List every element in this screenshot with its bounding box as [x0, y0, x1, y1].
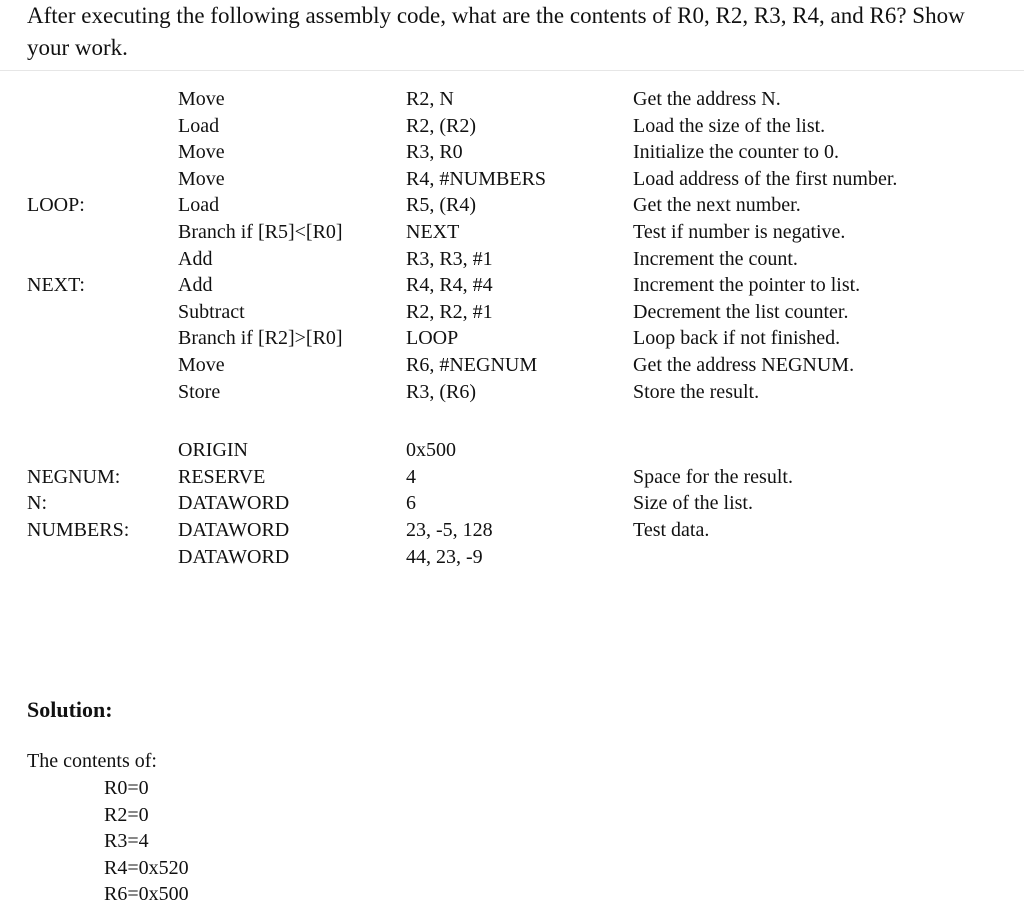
result-line: R4=0x520: [104, 856, 189, 879]
code-operands: R3, R0: [406, 141, 463, 164]
question-text: After executing the following assembly code, what are the contents of R0, R2, R3, R4, and R6? Show your work.: [27, 3, 965, 60]
code-instruction: Store: [178, 380, 221, 403]
code-instruction: Move: [178, 88, 225, 110]
code-comment: Get the address NEGNUM.: [633, 354, 855, 376]
code-comment: Increment the pointer to list.: [633, 274, 861, 297]
code-operands: R4, R4, #4: [406, 274, 493, 297]
code-label: NUMBERS:: [27, 519, 130, 541]
code-line: [0, 219, 1024, 246]
code-line: [0, 139, 1024, 166]
code-instruction: Move: [178, 354, 225, 376]
code-comment: Test data.: [633, 519, 710, 541]
code-instruction: DATAWORD: [178, 519, 290, 541]
code-line: [0, 437, 1024, 464]
code-operands: 4: [406, 465, 416, 488]
code-operands: 0x500: [406, 439, 456, 462]
code-line: [0, 113, 1024, 140]
code-instruction: Move: [178, 167, 225, 190]
code-comment: Test if number is negative.: [633, 221, 846, 243]
code-operands: R2, N: [406, 88, 454, 110]
divider: [0, 70, 1024, 71]
code-operands: R3, (R6): [406, 380, 476, 403]
code-comment: Decrement the list counter.: [633, 300, 849, 323]
code-instruction: Branch if [R2]>[R0]: [178, 327, 343, 350]
code-line: [0, 544, 1024, 571]
code-instruction: Move: [178, 141, 225, 164]
code-label: N:: [27, 492, 47, 515]
code-line: [0, 464, 1024, 491]
code-comment: Load address of the first number.: [633, 167, 898, 190]
code-operands: R2, R2, #1: [406, 300, 493, 323]
code-line: [0, 325, 1024, 352]
code-instruction: Add: [178, 247, 213, 270]
code-line: [0, 517, 1024, 544]
code-operands: LOOP: [406, 327, 459, 350]
code-operands: 6: [406, 492, 416, 515]
code-line: [0, 299, 1024, 326]
code-comment: Increment the count.: [633, 247, 798, 270]
solution-results: [104, 775, 189, 908]
code-line: [0, 86, 1024, 113]
code-comment: Get the address N.: [633, 88, 781, 110]
code-instruction: DATAWORD: [178, 545, 290, 568]
solution-heading: Solution:: [27, 697, 113, 722]
code-label: NEGNUM:: [27, 465, 121, 488]
code-line: [0, 490, 1024, 517]
code-instruction: Load: [178, 194, 220, 217]
code-line: [0, 272, 1024, 299]
result-line: R6=0x500: [104, 883, 189, 905]
code-operands: NEXT: [406, 221, 460, 243]
code-line: [0, 379, 1024, 406]
code-comment: Loop back if not finished.: [633, 327, 841, 350]
code-operands: R4, #NUMBERS: [406, 167, 547, 190]
code-comment: Load the size of the list.: [633, 114, 826, 137]
code-operands: R6, #NEGNUM: [406, 354, 538, 376]
code-instruction: DATAWORD: [178, 492, 290, 515]
code-label: NEXT:: [27, 274, 85, 297]
code-comment: Get the next number.: [633, 194, 801, 217]
code-line: [0, 192, 1024, 219]
solution-intro: The contents of:: [27, 750, 157, 772]
code-operands: 44, 23, -9: [406, 545, 483, 568]
code-instruction: Add: [178, 274, 213, 297]
code-instruction: Load: [178, 114, 220, 137]
code-instruction: RESERVE: [178, 465, 266, 488]
code-comment: Size of the list.: [633, 492, 753, 515]
code-operands: R5, (R4): [406, 194, 476, 217]
result-line: R3=4: [104, 830, 149, 852]
code-operands: R3, R3, #1: [406, 247, 493, 270]
code-line: [0, 246, 1024, 273]
result-line: R0=0: [104, 777, 149, 799]
code-instruction: Subtract: [178, 300, 245, 323]
code-comment: Store the result.: [633, 380, 760, 403]
code-operands: R2, (R2): [406, 114, 476, 137]
code-instruction: ORIGIN: [178, 439, 248, 462]
code-label: LOOP:: [27, 194, 85, 217]
code-line: [0, 352, 1024, 379]
code-line: [0, 166, 1024, 193]
result-line: R2=0: [104, 803, 149, 826]
code-instruction: Branch if [R5]<[R0]: [178, 221, 343, 243]
code-comment: Initialize the counter to 0.: [633, 141, 840, 164]
code-comment: Space for the result.: [633, 465, 793, 488]
code-operands: 23, -5, 128: [406, 519, 493, 541]
